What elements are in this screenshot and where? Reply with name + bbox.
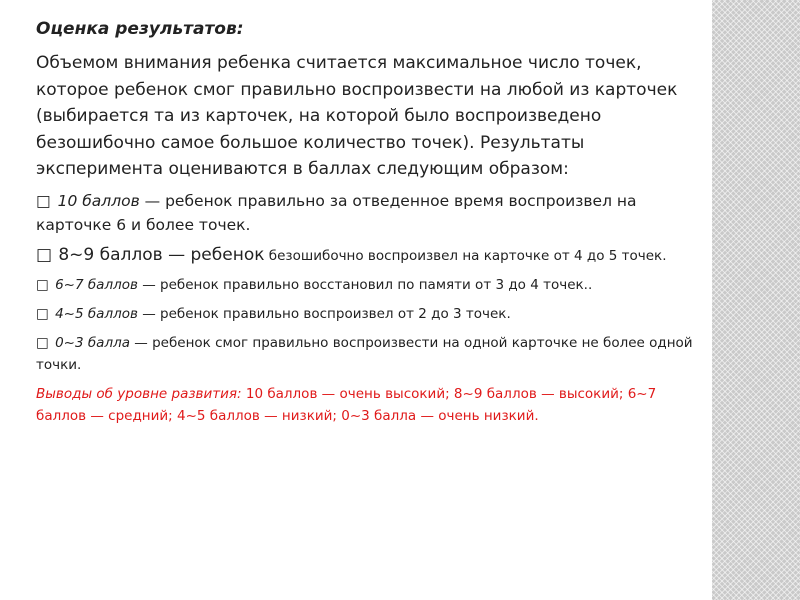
conclusion-paragraph — [36, 383, 704, 427]
checkbox-square-icon: □ — [36, 244, 53, 265]
score-dash: — — [137, 305, 161, 322]
score-dash: — — [139, 191, 166, 210]
score-description: безошибочно воспроизвел на карточке от 4 до 5 точек. — [264, 247, 667, 264]
score-label: 8~9 баллов — [58, 244, 163, 265]
score-description: ребенок правильно воспроизвел от 2 до 3 точек. — [160, 305, 511, 322]
score-label: 0~3 балла — [55, 334, 130, 351]
decorative-sidebar — [712, 0, 800, 600]
conclusion-label: Выводы об уровне развития: — [36, 385, 242, 402]
score-item-6-7 — [36, 274, 704, 296]
score-dash: — — [137, 276, 161, 293]
score-item-8-9 — [36, 244, 704, 267]
score-dash: — — [129, 334, 153, 351]
checkbox-square-icon: □ — [36, 276, 49, 293]
score-item-0-3 — [36, 332, 704, 376]
checkbox-square-icon: □ — [36, 334, 49, 351]
score-item-4-5 — [36, 303, 704, 325]
slide-content — [36, 16, 704, 427]
score-label: 6~7 баллов — [55, 276, 138, 293]
score-dash: — — [162, 244, 191, 265]
score-description: ребенок правильно восстановил по памяти от 3 до 4 точек.. — [160, 276, 593, 293]
score-description: ребенок смог правильно воспроизвести на одной карточке не более одной точки. — [36, 334, 693, 373]
checkbox-square-icon: □ — [36, 191, 51, 210]
score-description: ребенок правильно за отведенное время воспроизвел на карточке 6 и более точек. — [36, 191, 637, 234]
score-label: 4~5 баллов — [55, 305, 138, 322]
score-item-10 — [36, 189, 704, 237]
intro-paragraph: Объемом внимания ребенка считается максимальное число точек, которое ребенок смог правильно воспроизвести на любой из карточек (выбирается та из карточек, на которой было воспроизведено безошибочно самое большое количество точек). Результаты эксперимента оцениваются в баллах следующим образом: — [36, 53, 678, 179]
slide-heading: Оценка результатов: — [36, 19, 244, 39]
conclusion-text: 10 баллов — очень высокий; 8~9 баллов — высокий; 6~7 баллов — средний; 4~5 баллов — низкий; 0~3 балла — очень низкий. — [36, 385, 657, 424]
checkbox-square-icon: □ — [36, 305, 49, 322]
score-lead: ребенок — [190, 244, 265, 265]
score-label: 10 баллов — [57, 191, 140, 210]
